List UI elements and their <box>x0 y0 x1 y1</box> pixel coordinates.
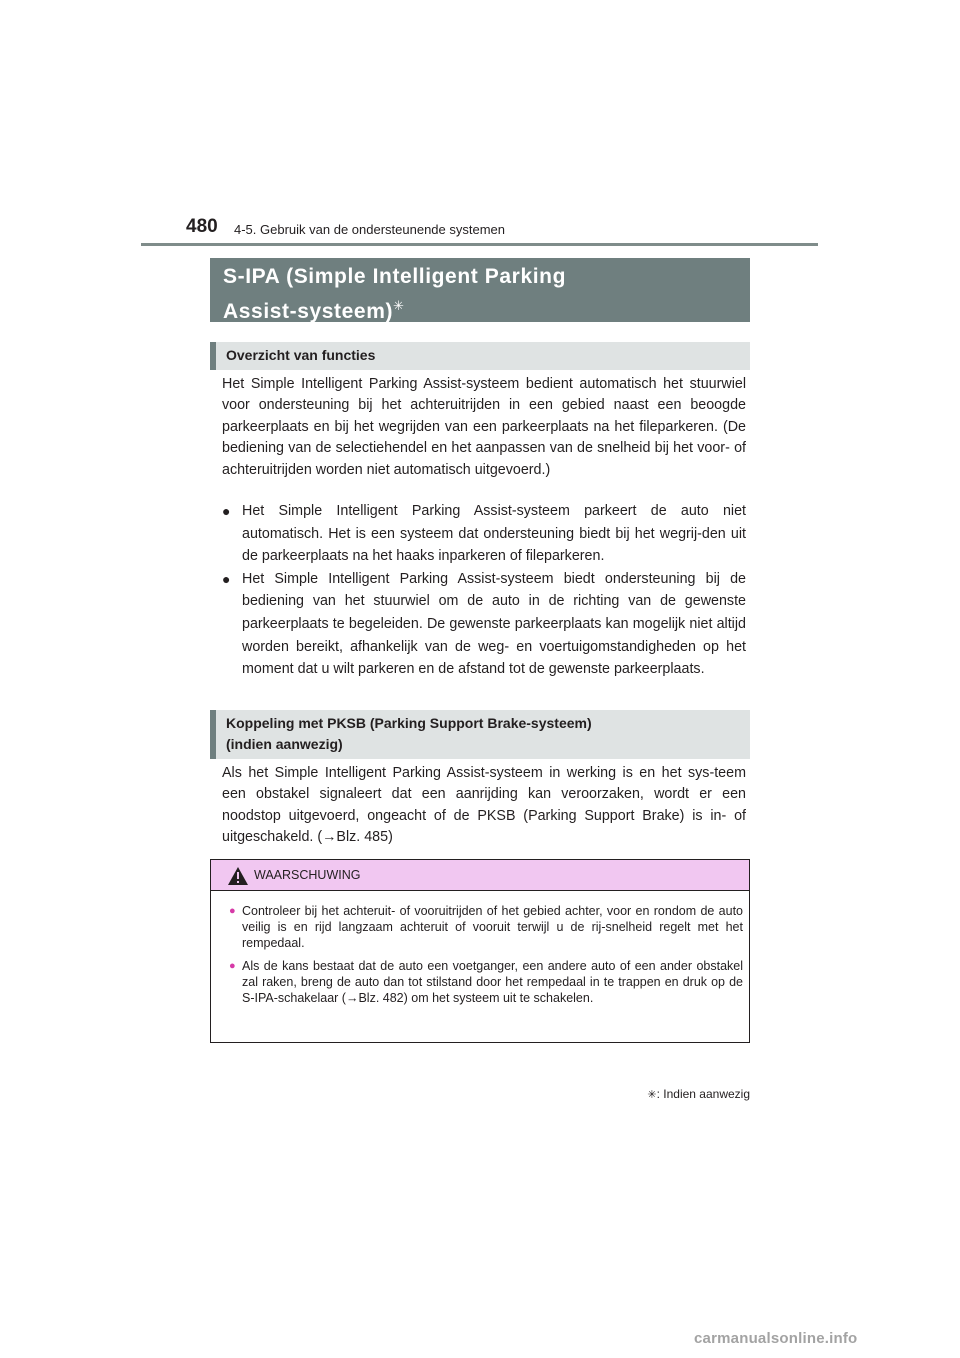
warning-triangle-icon <box>227 866 249 886</box>
header-divider <box>141 243 818 246</box>
section-path: 4-5. Gebruik van de ondersteunende systemen <box>234 222 506 237</box>
subheading-pksb-line-2: (indien aanwezig) <box>226 736 343 752</box>
pksb-paragraph: Als het Simple Intelligent Parking Assist-systeem in werking is en het sys-teem een obstakel signaleert dat een aanrijding kan veroorzaken, wordt er een noodstop uitgevoerd, ongeacht of de PKSB (Parking Support Brake) is in- of uitgeschakeld. (→Blz. 485) <box>222 765 746 846</box>
bullet-icon: ● <box>229 960 236 972</box>
feature-bullet-list <box>222 500 746 681</box>
list-item <box>222 500 746 568</box>
warning-list <box>229 903 743 1013</box>
bullet-icon: ● <box>222 503 231 519</box>
watermark: carmanualsonline.info <box>694 1330 858 1347</box>
warning-header <box>211 860 749 891</box>
bullet-icon: ● <box>229 905 236 917</box>
optional-marker-icon: ✳ <box>393 298 405 313</box>
intro-paragraph: Het Simple Intelligent Parking Assist-systeem bedient automatisch het stuurwiel voor ondersteuning bij het achteruitrijden in een gebied naast een beoogde parkeerplaats en bij het wegrijden van een parkeerplaats na het fileparkeren. (De bediening van de selectiehendel en het aanpassen van de snelheid bij het voor- of achteruitrijden worden niet automatisch uitgevoerd.) <box>222 376 746 478</box>
bullet-icon: ● <box>222 570 231 587</box>
title-line-2-text: Assist-systeem) <box>223 300 394 323</box>
section-title <box>210 258 750 322</box>
warning-box <box>210 859 750 1043</box>
footnote <box>620 1087 750 1101</box>
title-line-2 <box>223 291 750 326</box>
warning-item <box>229 958 743 1006</box>
optional-marker-icon: ✳ <box>647 1089 657 1101</box>
list-item-text: Het Simple Intelligent Parking Assist-systeem parkeert de auto niet automatisch. Het is een systeem dat ondersteuning biedt bij het wegrij-den uit de parkeerplaats na het haaks inparkeren of fileparkeren. <box>242 503 746 565</box>
warning-item-text: Als de kans bestaat dat de auto een voetganger, een andere auto of een ander obstakel zal raken, breng de auto dan tot stilstand door het rempedaal in te trappen en druk op de S-IPA-schakelaar (→Blz. 482) om het systeem uit te schakelen. <box>242 959 743 1005</box>
warning-title: WAARSCHUWING <box>254 868 361 882</box>
warning-item-text: Controleer bij het achteruit- of vooruitrijden of het gebied achter, voor en rondom de auto veilig is en rijd langzaam achteruit of vooruit terwijl u de rij-snelheid regelt met het rempedaal. <box>242 904 743 950</box>
subheading-pksb-line-1: Koppeling met PKSB (Parking Support Brake-systeem) <box>226 715 592 731</box>
list-item-text: Het Simple Intelligent Parking Assist-systeem biedt ondersteuning bij de bediening van het stuurwiel om de auto in de richting van de gewenste parkeerplaats te begeleiden. De gewenste parkeerplaats kan mogelijk niet altijd worden bereikt, afhankelijk van de weg- en voertuigomstandigheden op het moment dat u wilt parkeren en de afstand tot de gewenste parkeerplaats. <box>242 570 746 678</box>
page-number: 480 <box>186 216 218 237</box>
warning-item <box>229 903 743 951</box>
title-line-1: S-IPA (Simple Intelligent Parking <box>223 265 567 288</box>
subheading-overview: Overzicht van functies <box>210 342 750 370</box>
subheading-pksb <box>210 710 750 759</box>
footnote-text: : Indien aanwezig <box>656 1087 750 1101</box>
list-item <box>222 568 746 681</box>
